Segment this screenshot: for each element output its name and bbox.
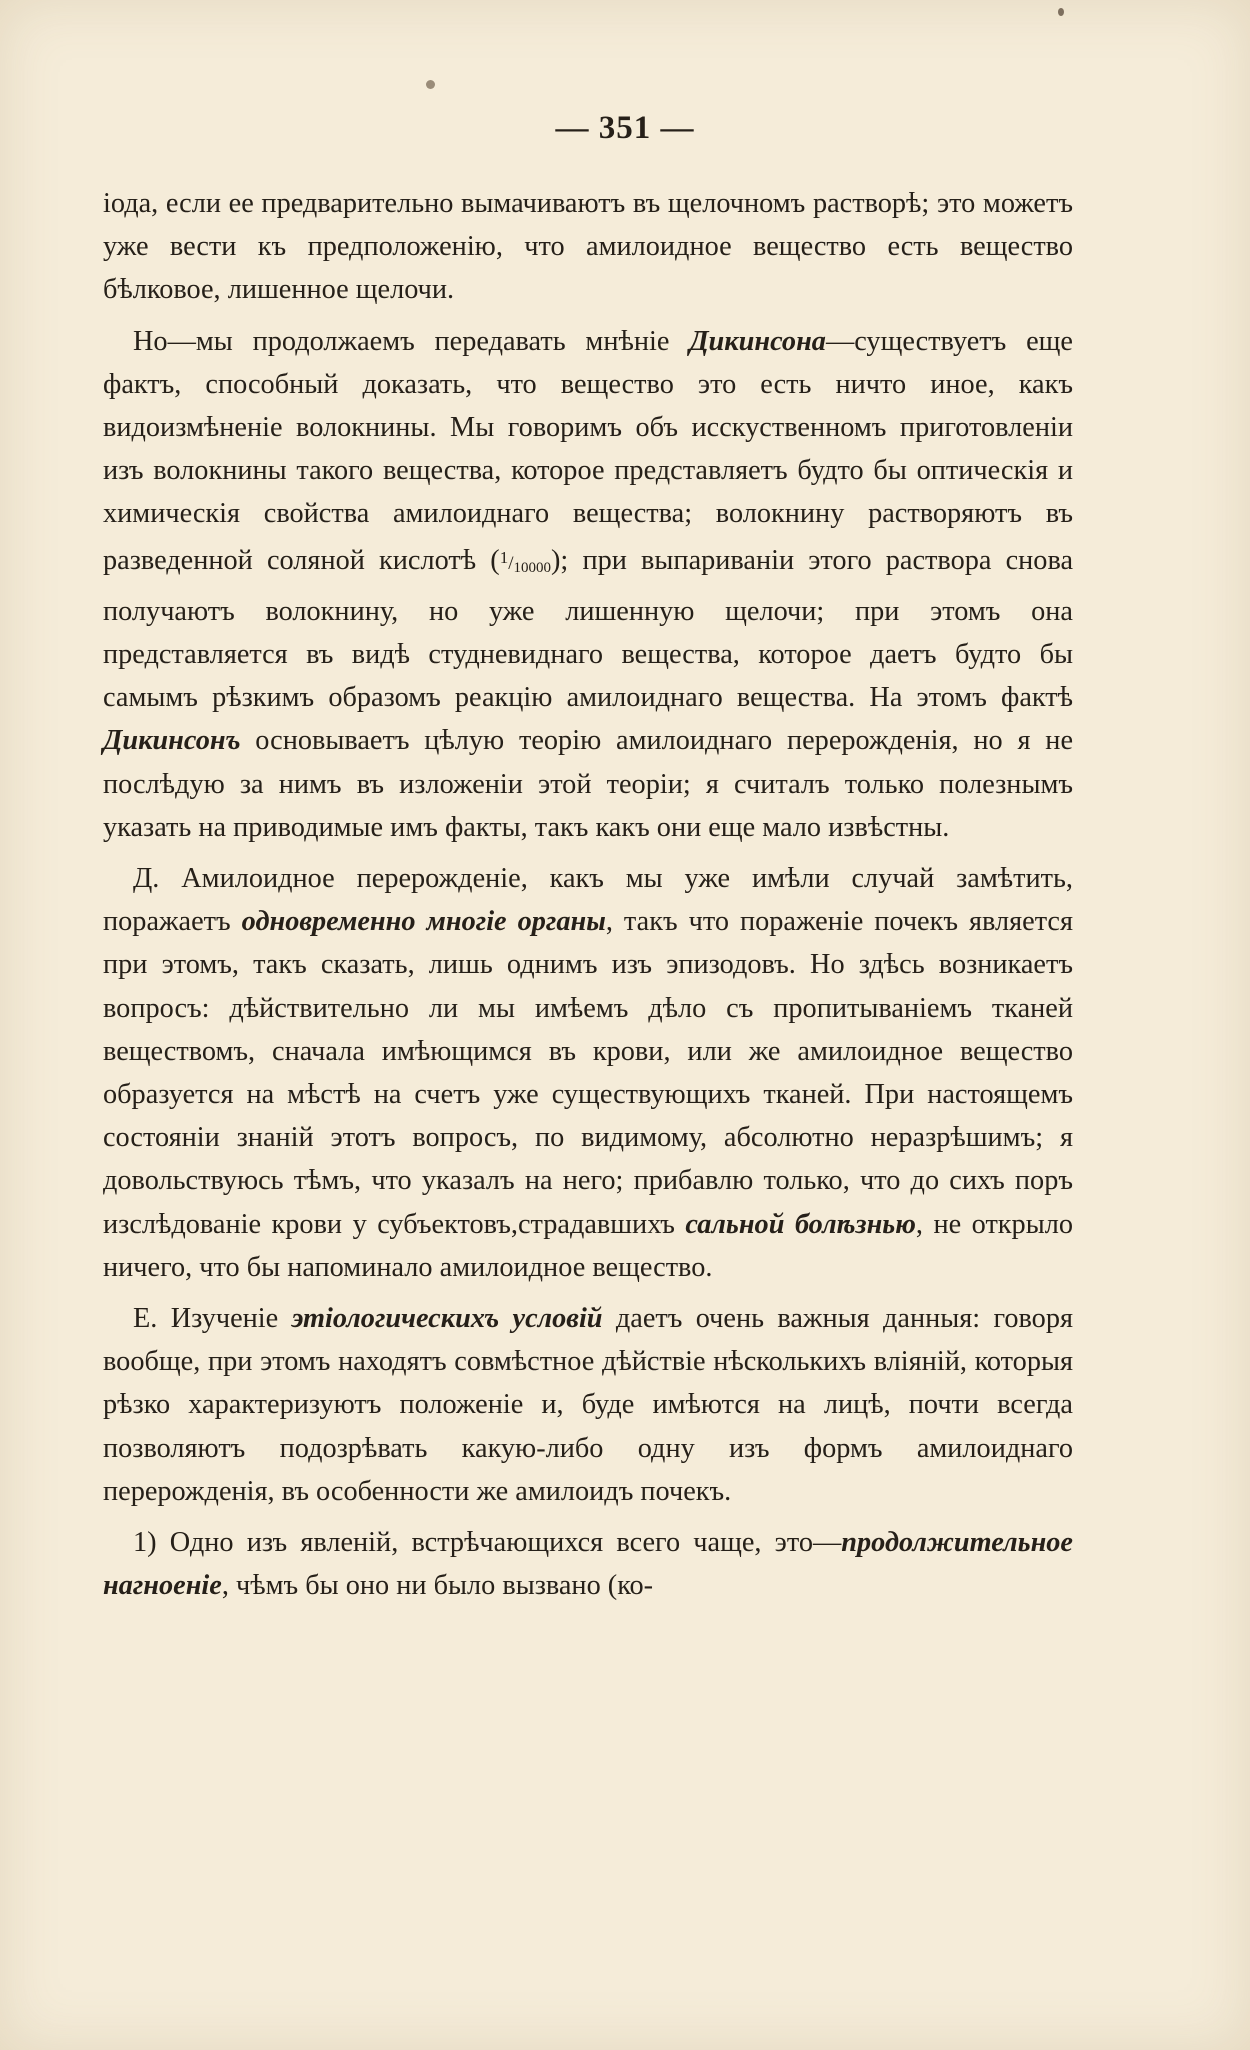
italic-text: сальной болѣзнью bbox=[685, 1208, 916, 1240]
italic-text: продолжительное нагноеніе bbox=[103, 1527, 1073, 1602]
fraction-denominator: 10000 bbox=[513, 559, 551, 576]
ink-speck bbox=[426, 80, 435, 89]
page-number: — 351 — bbox=[555, 110, 695, 146]
italic-text: этіологическихъ условій bbox=[291, 1303, 603, 1335]
body-text bbox=[103, 182, 1073, 1616]
text-run: ); при выпариваніи этого раствора снова получаютъ волокнину, но уже лишенную щелочи; при этомъ она представляется въ видѣ студневиднаго вещества, которое даетъ будто бы самымъ рѣзкимъ образомъ реакцію амилоиднаго вещества. На этомъ фактѣ bbox=[103, 544, 1074, 714]
italic-text: Дикинсона bbox=[689, 325, 826, 357]
italic-text: Дикинсонъ bbox=[103, 725, 241, 757]
text-run: —существуетъ еще фактъ, способный доказать, что вещество это есть ничто иное, какъ видоизмѣненіе волокнины. Мы говоримъ объ исскуственномъ приготовленіи изъ волокнины такого вещества, которое представляетъ будто бы оптическія и химическія свойства амилоиднаго вещества; волокнину растворяютъ въ разведенной соляной кислотѣ ( bbox=[103, 325, 1073, 576]
text-run: іода, если ее предварительно вымачиваютъ въ щелочномъ растворѣ; это можетъ уже вести къ предположенію, что амилоидное вещество есть вещество бѣлковое, лишенное щелочи. bbox=[103, 188, 1073, 306]
paragraph bbox=[103, 182, 1073, 312]
fraction: $^1/_{10000}$ bbox=[499, 547, 551, 576]
paragraph bbox=[103, 857, 1073, 1289]
text-run: , такъ что пораженіе почекъ является при этомъ, такъ сказать, лишь однимъ изъ эпизодовъ. Но здѣсь возникаетъ вопросъ: дѣйствительно ли мы имѣемъ дѣло съ пропитываніемъ тканей веществомъ, сначала имѣющимся въ крови, или же амилоидное вещество образуется на мѣстѣ на счетъ уже существующихъ тканей. При настоящемъ состояніи знаній этотъ вопросъ, по видимому, абсолютно неразрѣшимъ; я довольствуюсь тѣмъ, что указалъ на него; прибавлю только, что до сихъ поръ изслѣдованіе крови у субъектовъ,страдавшихъ bbox=[103, 906, 1073, 1240]
paragraph bbox=[103, 320, 1073, 849]
text-run: 1) Одно изъ явленій, встрѣчающихся всего чаще, это— bbox=[133, 1527, 842, 1559]
text-run: основываетъ цѣлую теорію амилоиднаго перерожденія, но я не послѣдую за нимъ въ изложеніи этой теоріи; я считалъ только полезнымъ указать на приводимые имъ факты, такъ какъ они еще мало извѣстны. bbox=[103, 725, 1073, 843]
italic-text: одновременно многіе органы bbox=[241, 906, 606, 938]
ink-speck bbox=[1058, 8, 1064, 16]
text-run: Д. Амилоидное перерожденіе, какъ мы уже имѣли случай замѣтить, поражаетъ bbox=[103, 863, 1073, 938]
paragraph bbox=[103, 1521, 1073, 1607]
text-run: , не открыло ничего, что бы напоминало амилоидное вещество. bbox=[103, 1208, 1073, 1283]
text-run: , чѣмъ бы оно ни было вызвано (ко- bbox=[221, 1570, 654, 1602]
text-run: Но—мы продолжаемъ передавать мнѣніе bbox=[133, 325, 690, 357]
paragraph bbox=[103, 1297, 1073, 1513]
fraction-numerator: 1 bbox=[499, 547, 509, 567]
text-run: Е. Изученіе bbox=[133, 1303, 292, 1335]
text-run: даетъ очень важныя данныя: говоря вообще, при этомъ находятъ совмѣстное дѣйствіе нѣсколькихъ вліяній, которыя рѣзко характеризуютъ положеніе и, буде имѣются на лицѣ, почти всегда позволяютъ подозрѣвать какую-либо одну изъ формъ амилоиднаго перерожденія, въ особенности же амилоидъ почекъ. bbox=[103, 1303, 1073, 1507]
